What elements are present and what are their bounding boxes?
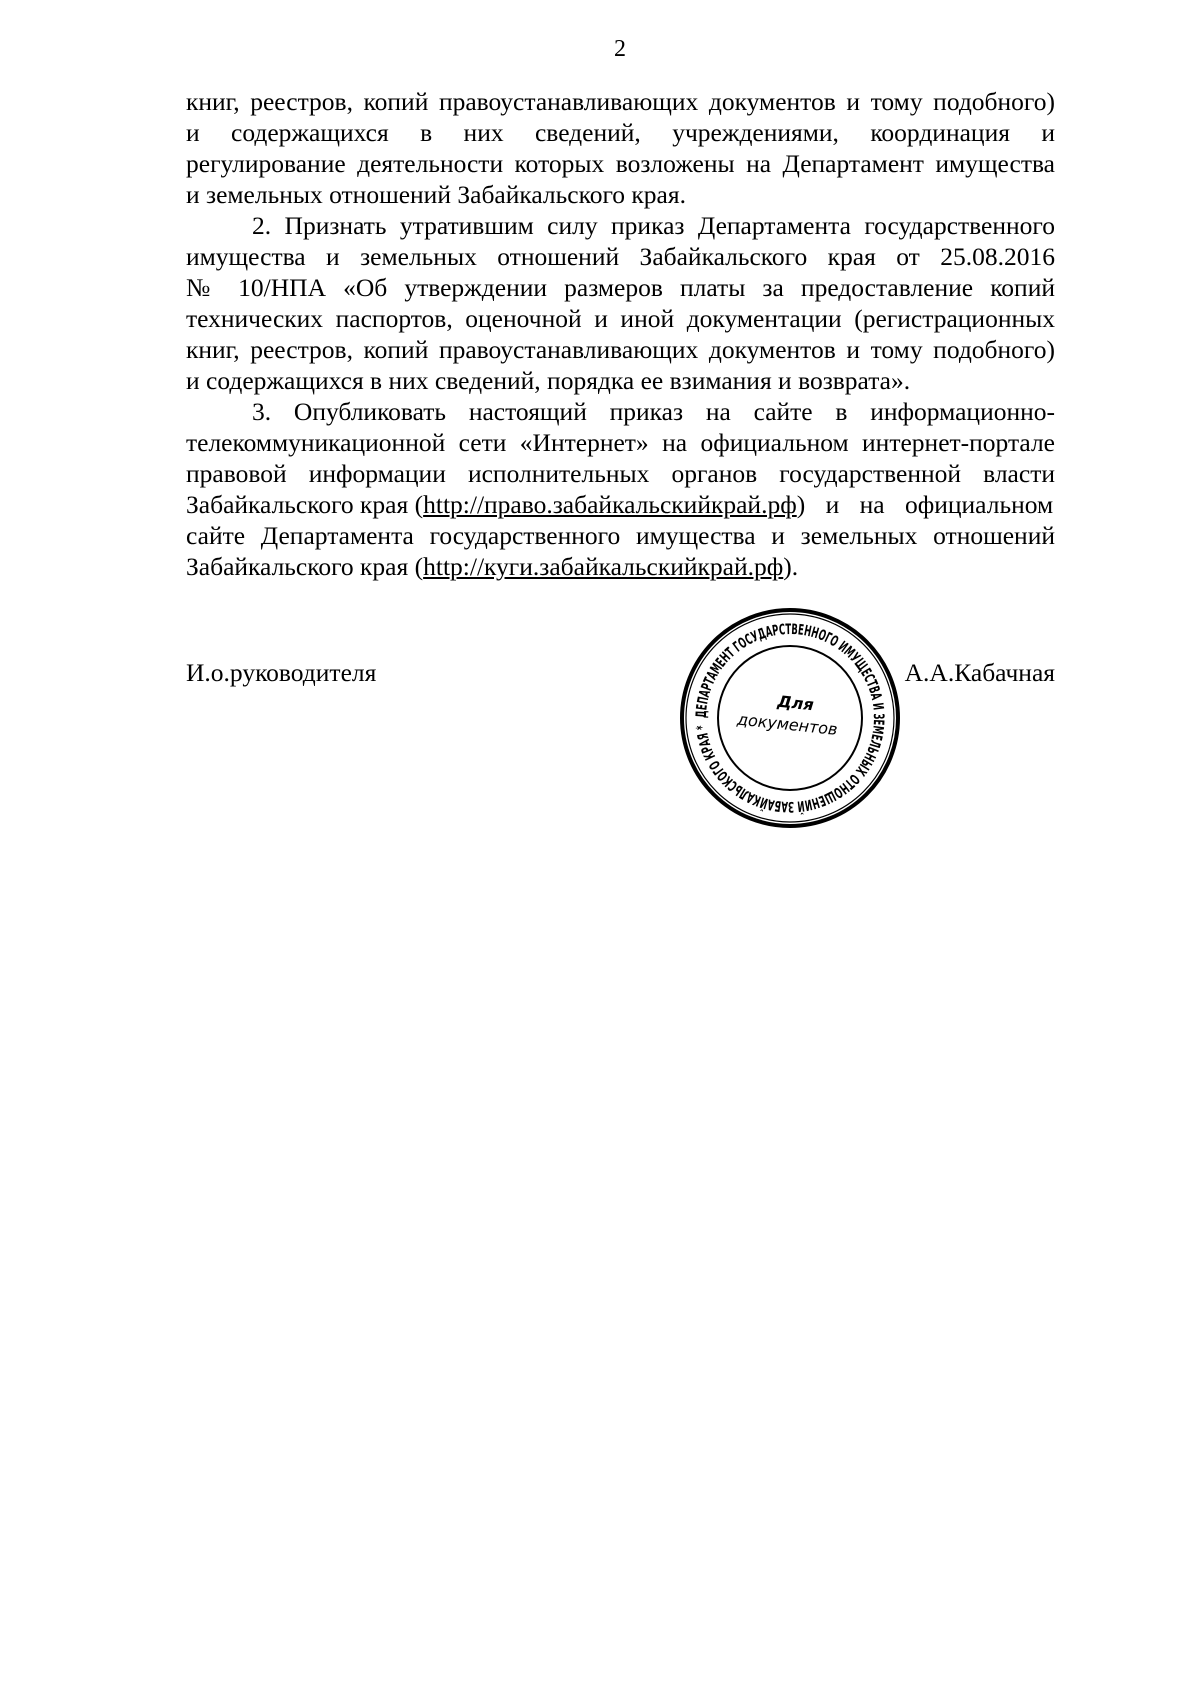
text: ). xyxy=(783,552,799,581)
text-line xyxy=(186,489,1055,520)
stamp-ring-text: ДЕПАРТАМЕНТ ГОСУДАРСТВЕННОГО ИМУЩЕСТВА И ЗЕМЕЛЬНЫХ ОТНОШЕНИЙ ЗАБАЙКАЛЬСКОГО КРАЯ * xyxy=(693,621,887,815)
page-number: 2 xyxy=(614,36,626,62)
kugi-site-link[interactable]: http://куги.забайкальскийкрай.рф xyxy=(423,552,784,581)
stamp-center-line-2: документов xyxy=(736,709,839,739)
paragraph-3 xyxy=(186,396,1055,582)
text-line: и содержащихся в них сведений, учреждениями, координация и xyxy=(186,118,1055,147)
text: ) и на официальном xyxy=(796,490,1054,519)
text-line: книг, реестров, копий правоустанавливающих документов и тому подобного) xyxy=(186,335,1055,364)
text: Забайкальского края ( xyxy=(186,552,424,581)
text-line: правовой информации исполнительных органов государственной власти xyxy=(186,459,1055,488)
stamp-center-line-1: Для xyxy=(776,691,815,715)
text-line: 3. Опубликовать настоящий приказ на сайте в информационно- xyxy=(252,397,1055,426)
official-stamp xyxy=(676,604,904,832)
text-segment xyxy=(186,489,1053,520)
text-line: сайте Департамента государственного имущества и земельных отношений xyxy=(186,521,1055,550)
document-body xyxy=(186,86,1055,582)
text-line: регулирование деятельности которых возложены на Департамент имущества xyxy=(186,149,1055,178)
text-line: 2. Признать утратившим силу приказ Департамента государственного xyxy=(252,211,1055,240)
paragraph-2 xyxy=(186,210,1055,396)
text-line xyxy=(186,551,1055,582)
text-line: и содержащихся в них сведений, порядка ее взимания и возврата». xyxy=(186,366,911,395)
text-line: № 10/НПА «Об утверждении размеров платы за предоставление копий xyxy=(186,273,1055,302)
text-line: телекоммуникационной сети «Интернет» на официальном интернет-портале xyxy=(186,428,1055,457)
text-line: и земельных отношений Забайкальского края. xyxy=(186,180,686,209)
text-line: технических паспортов, оценочной и иной документации (регистрационных xyxy=(186,304,1055,333)
text-line: имущества и земельных отношений Забайкальского края от 25.08.2016 xyxy=(186,242,1055,271)
text-line: книг, реестров, копий правоустанавливающих документов и тому подобного) xyxy=(186,87,1055,116)
text: Забайкальского края ( xyxy=(186,490,424,519)
paragraph-1 xyxy=(186,86,1055,210)
signatory-position: И.о.руководителя xyxy=(186,658,377,687)
signatory-name: А.А.Кабачная xyxy=(904,658,1055,687)
pravo-portal-link[interactable]: http://право.забайкальскийкрай.рф xyxy=(423,490,797,519)
